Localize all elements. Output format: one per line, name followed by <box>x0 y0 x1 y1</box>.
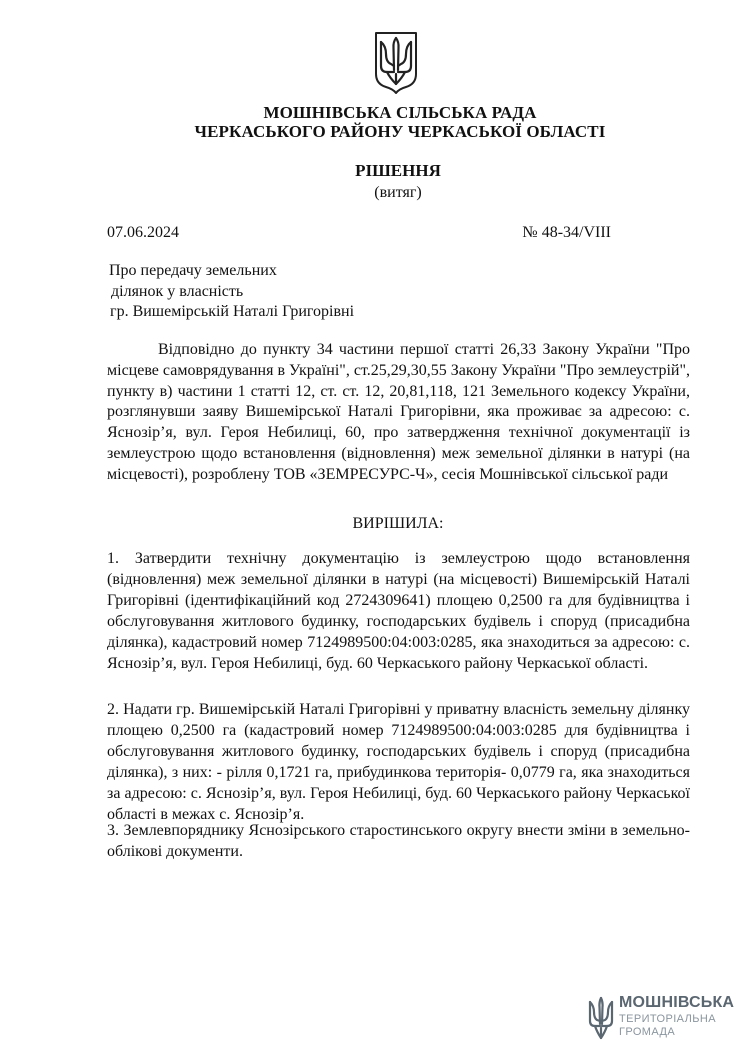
document-subtype: (витяг) <box>374 184 422 201</box>
council-name: МОШНІВСЬКА СІЛЬСЬКА РАДА <box>263 103 537 122</box>
subject-line: ділянок у власність <box>111 282 244 300</box>
logo-subtitle: ТЕРИТОРІАЛЬНА <box>619 1013 716 1025</box>
community-logo <box>586 994 736 1044</box>
logo-name: МОШНІВСЬКА <box>619 994 735 1011</box>
subject-line: гр. Вишемірській Наталі Григорівні <box>110 303 355 320</box>
document-type: РІШЕННЯ <box>355 161 441 180</box>
clause-1: 1. Затвердити технічну документацію із землеустрою щодо встановлення (відновлення) меж земельної ділянки в натурі (на місцевості) Вишемірській Наталі Григорівні (ідентифікаційний код 2724309641) площею 0,2500 га для будівництва і обслуговування житлового будинку, господарських будівель і споруд (присадибна ділянка), кадастровий номер 7124989500:04:003:0285, яка знаходиться за адресою: с. Яснозір’я, вул. Героя Небилиці, буд. 60 Черкаського району Черкаської області. <box>107 550 690 672</box>
trident-emblem-icon <box>373 30 419 94</box>
decided-heading: ВИРІШИЛА: <box>352 515 444 532</box>
preamble-paragraph: Відповідно до пункту 34 частини першої статті 26,33 Закону України "Про місцеве самоврядування в Україні", ст.25,29,30,55 Закону України "Про землеустрій", пункту в) частини 1 статті 12, ст. ст. 12, 20,81,118, 121 Земельного кодексу України, розглянувши заяву Вишемірської Наталі Григорівни, яка проживає за адресою: с. Яснозір’я, вул. Героя Небилиці, 60, про затвердження технічної документації із землеустрою щодо встановлення (відновлення) меж земельної ділянки в натурі (на місцевості), розроблену ТОВ «ЗЕМРЕСУРС-Ч», сесія Мошнівської сільської ради <box>107 341 690 483</box>
clause-2: 2. Надати гр. Вишемірській Наталі Григорівні у приватну власність земельну ділянку площею 0,2500 га (кадастровий номер 7124989500:04:003:0285 для будівництва і обслуговування житлового будинку, господарських будівель і споруд (присадибна ділянка), з них: - рілля 0,1721 га, прибудинкова територія- 0,0779 га, яка знаходиться за адресою: с. Яснозір’я, вул. Героя Небилиці, буд. 60 Черкаського району Черкаської області в межах с. Яснозір’я. <box>107 701 690 823</box>
logo-subtitle: ГРОМАДА <box>619 1026 676 1038</box>
decision-date: 07.06.2024 <box>107 224 179 241</box>
decision-number: № 48-34/VIII <box>522 224 611 241</box>
decision-subject <box>109 261 354 323</box>
clause-3: 3. Землевпорядник​у Яснозірського старостинського округу внести зміни в земельно-облікові документи. <box>107 822 690 860</box>
council-region: ЧЕРКАСЬКОГО РАЙОНУ ЧЕРКАСЬКОЇ ОБЛАСТІ <box>194 122 606 141</box>
subject-line: Про передачу земельних <box>109 262 277 279</box>
trident-logo-icon <box>586 994 616 1042</box>
